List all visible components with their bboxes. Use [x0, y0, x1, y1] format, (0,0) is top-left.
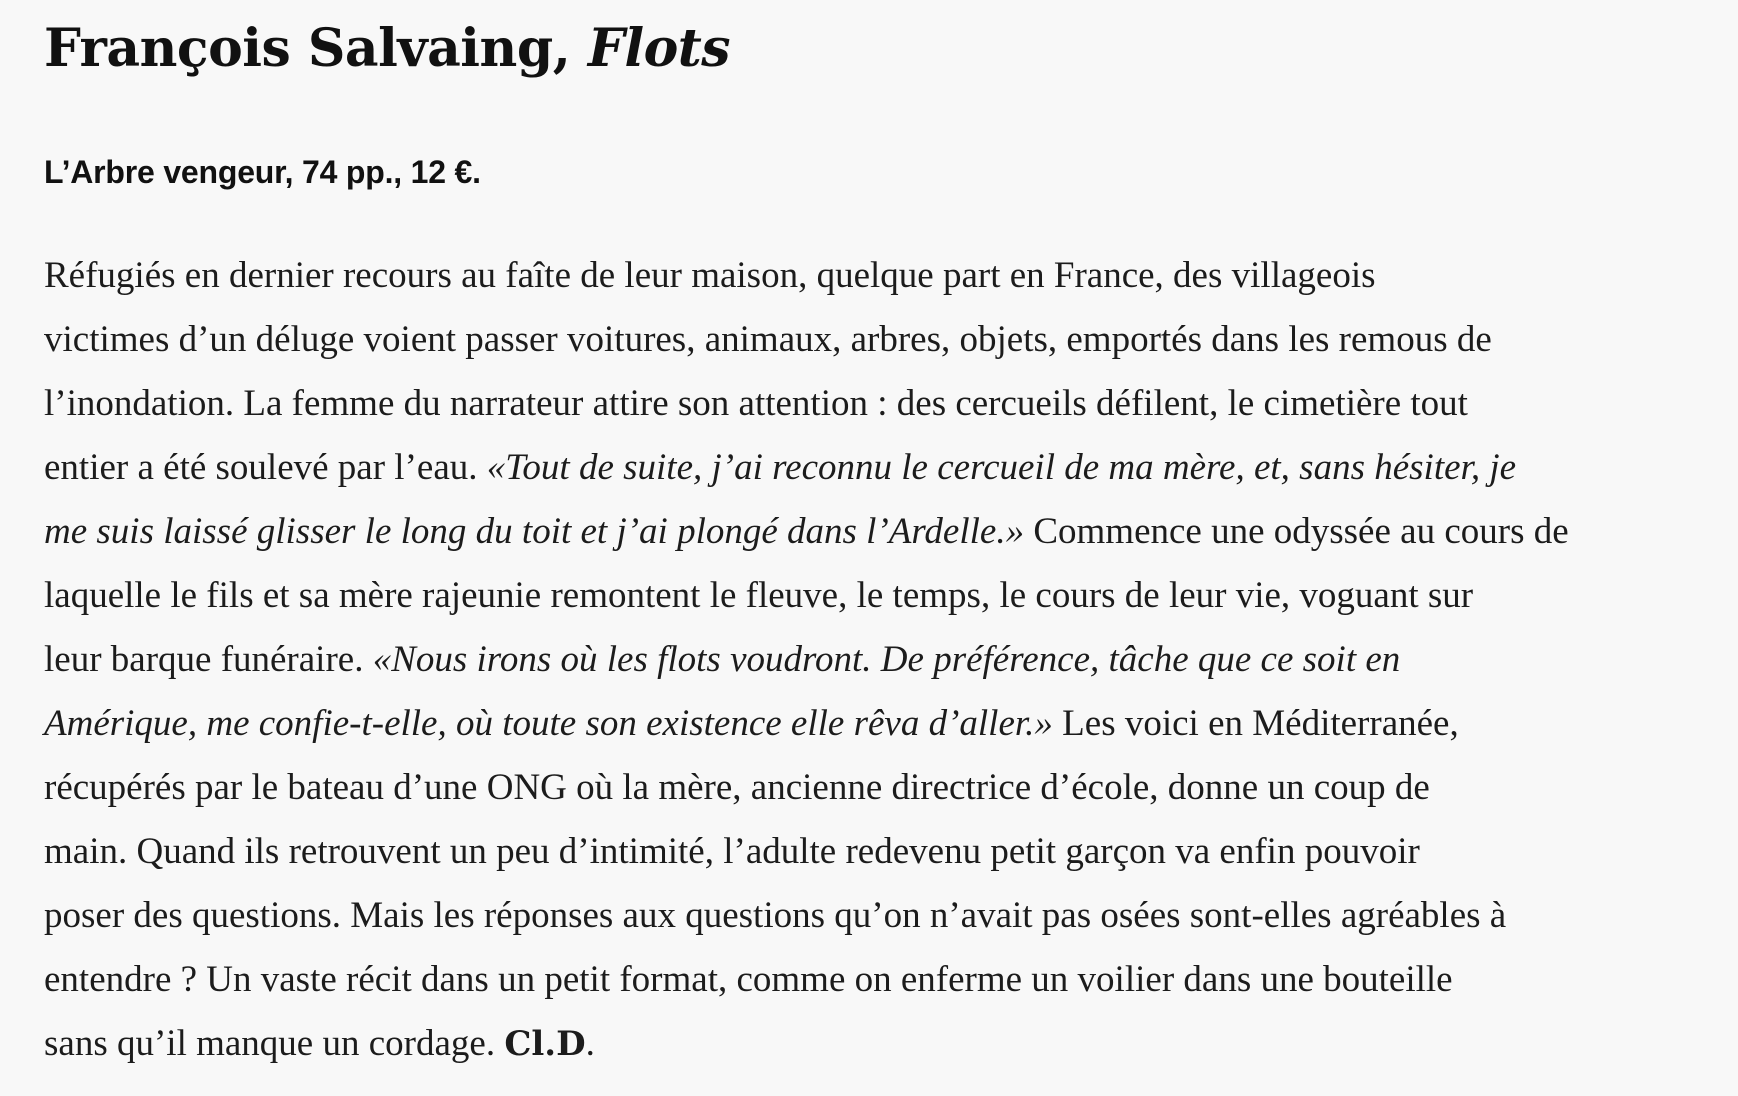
review-text: poser des questions. Mais les réponses aux questions qu’on n’avait pas osées sont-elles agréables à	[44, 895, 1507, 936]
quote-text: «Nous irons où les flots voudront. De préférence, tâche que ce soit en	[372, 639, 1401, 680]
review-text: victimes d’un déluge voient passer voitures, animaux, arbres, objets, emportés dans les remous de	[44, 319, 1492, 360]
reviewer-signature: Cl.D	[504, 1024, 586, 1064]
review-text: entier a été soulevé par l’eau.	[44, 447, 487, 488]
review-line	[44, 628, 1714, 692]
quote-text: me suis laissé glisser le long du toit et j’ai plongé dans l’Ardelle.»	[44, 511, 1025, 552]
review-line	[44, 1012, 1714, 1076]
review-line	[44, 756, 1714, 820]
review-text: l’inondation. La femme du narrateur attire son attention : des cercueils défilent, le cimetière tout	[44, 383, 1468, 424]
review-text: sans qu’il manque un cordage.	[44, 1023, 505, 1064]
quote-text: Amérique, me confie-t-elle, où toute son existence elle rêva d’aller.»	[44, 703, 1053, 744]
review-line	[44, 244, 1714, 308]
review-line	[44, 372, 1714, 436]
review-text: Commence une odyssée au cours de	[1024, 511, 1569, 552]
article	[44, 0, 1714, 1076]
review-line	[44, 884, 1714, 948]
review-text: récupérés par le bateau d’une ONG où la mère, ancienne directrice d’école, donne un coup de	[44, 767, 1430, 808]
review-line	[44, 308, 1714, 372]
review-line	[44, 500, 1714, 564]
publication-info: L’Arbre vengeur, 74 pp., 12 €.	[44, 154, 481, 190]
review-line	[44, 436, 1714, 500]
review-text: Les voici en Méditerranée,	[1052, 703, 1459, 744]
review-line	[44, 692, 1714, 756]
review-text: Réfugiés en dernier recours au faîte de leur maison, quelque part en France, des villageois	[44, 255, 1376, 296]
review-line	[44, 564, 1714, 628]
page-title	[44, 0, 1714, 84]
quote-text: «Tout de suite, j’ai reconnu le cercueil de ma mère, et, sans hésiter, je	[486, 447, 1517, 488]
review-text: main. Quand ils retrouvent un peu d’intimité, l’adulte redevenu petit garçon va enfin pouvoir	[44, 831, 1420, 872]
review-line	[44, 948, 1714, 1012]
review-text: .	[585, 1023, 595, 1064]
book-title: Flots	[587, 18, 731, 79]
review-text: laquelle le fils et sa mère rajeunie remontent le fleuve, le temps, le cours de leur vie, voguant sur	[44, 575, 1474, 616]
review-body	[44, 244, 1714, 1076]
review-text: leur barque funéraire.	[44, 639, 373, 680]
review-text: entendre ? Un vaste récit dans un petit format, comme on enferme un voilier dans une bouteille	[44, 959, 1453, 1000]
author-name: François Salvaing,	[44, 18, 588, 79]
review-line	[44, 820, 1714, 884]
